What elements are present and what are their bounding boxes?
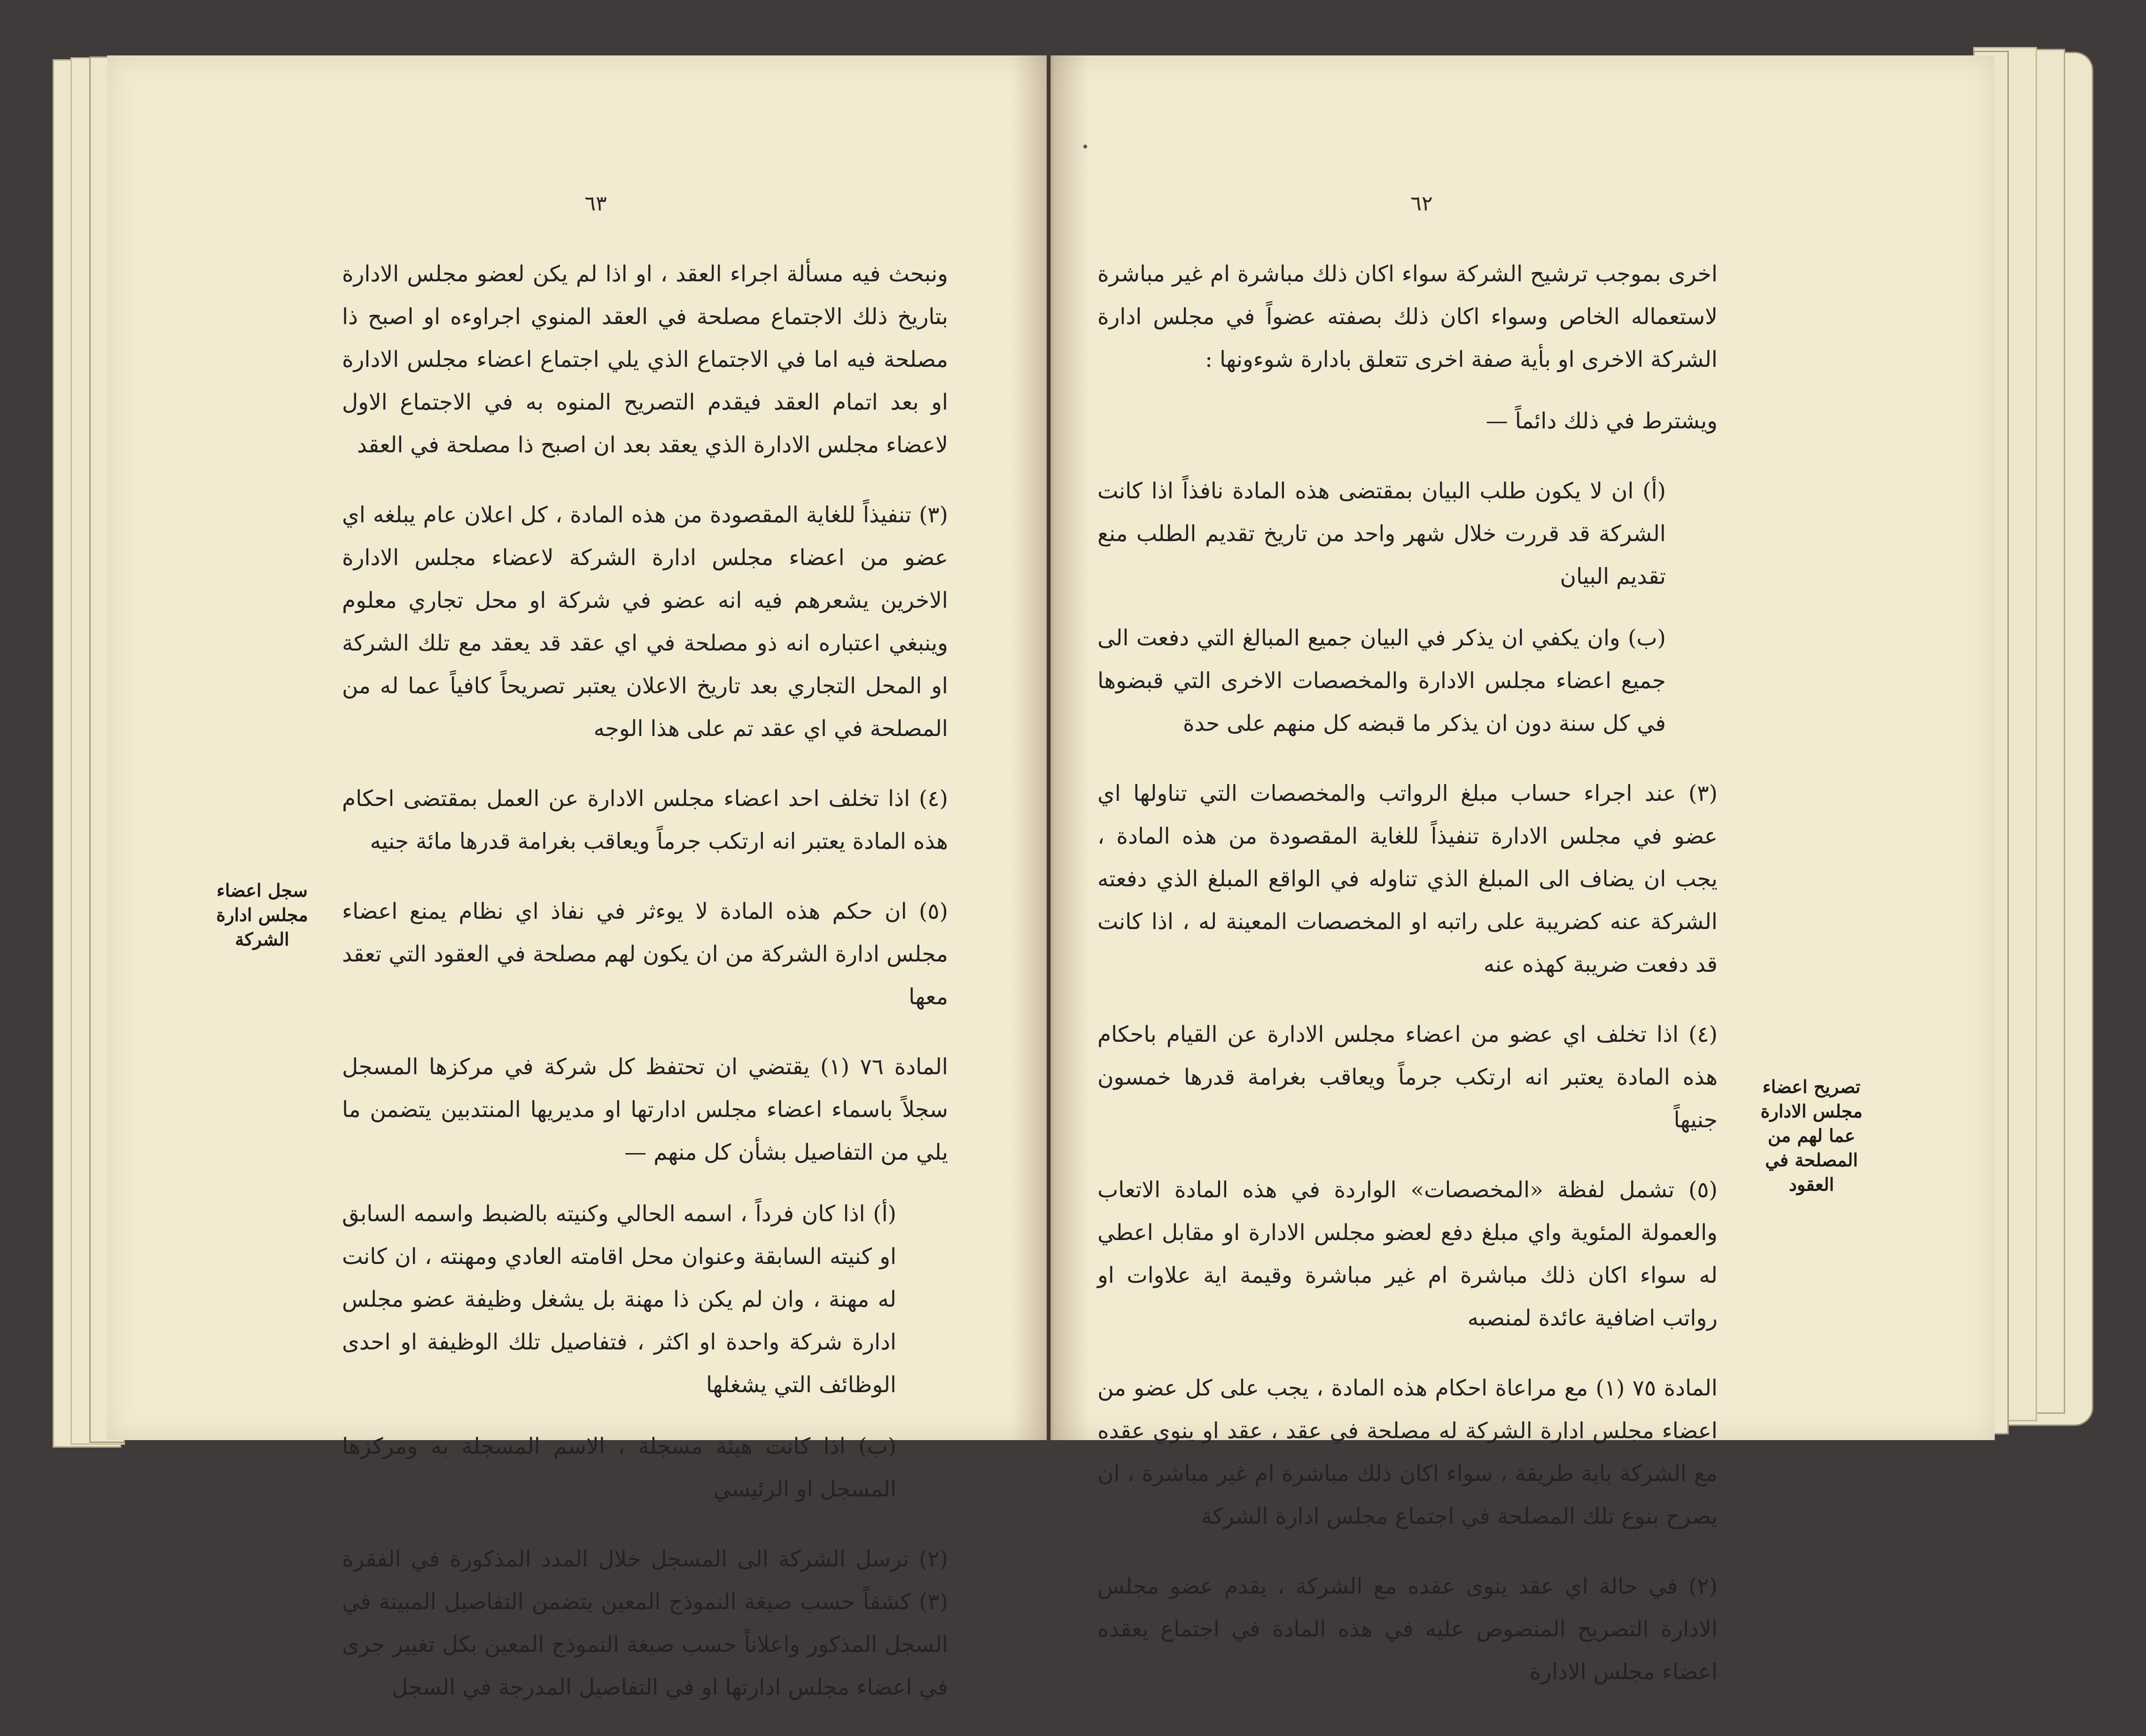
left-page (107, 55, 1047, 1700)
article-76-paragraph: المادة ٧٦ (١) يقتضي ان تحتفظ كل شركة في مركزها المسجل سجلاً باسماء اعضاء مجلس ادارتها او مديريها المنتدبين يتضمن ما يلي من التفاصيل بشأن كل منهم — (342, 1054, 948, 1165)
right-page (1050, 55, 1995, 1685)
paragraph: (٣) تنفيذاً للغاية المقصودة من هذه المادة ، كل اعلان عام يبلغه اي عضو من اعضاء مجلس ادارة الشركة لاعضاء مجلس الادارة الاخرين يشعرهم فيه انه عضو في شركة او محل تجاري معلوم وينبغي اعتباره انه ذو مصلحة في اي عقد قد يعقد مع تلك الشركة او المحل التجاري بعد تاريخ الاعلان يعتبر تصريحاً كافياً عما له من المصلحة في اي عقد تم على هذا الوجه (342, 502, 948, 742)
paragraph: (٣) عند اجراء حساب مبلغ الرواتب والمخصصات التي تناولها اي عضو في مجلس الادارة تنفيذاً للغاية المقصودة من هذه المادة ، يجب ان يضاف الى المبلغ الذي تناوله في الواقع المبلغ الذي دفعته الشركة عنه كضريبة على راتبه او المخصصات المعينة له ، اذا كانت قد دفعت ضريبة كهذه عنه (1097, 781, 1718, 977)
paragraph: (٥) تشمل لفظة «المخصصات» الواردة في هذه المادة الاتعاب والعمولة المئوية واي مبلغ دفع لعضو مجلس الادارة او مقابل اعطي له سواء اكان ذلك مباشرة ام غير مباشرة وقيمة اية علاوات او رواتب اضافية عائدة لمنصبه (1097, 1177, 1718, 1331)
sub-item: (أ) اذا كان فرداً ، اسمه الحالي وكنيته بالضبط واسمه السابق او كنيته السابقة وعنوان محل اقامته العادي ومهنته ، ان كانت له مهنة ، وان لم يكن ذا مهنة بل يشغل وظيفة عضو مجلس ادارة شركة واحدة او اكثر ، فتفاصيل تلك الوظيفة او احدى الوظائف التي يشغلها (342, 1201, 896, 1398)
paragraph: (٥) ان حكم هذه المادة لا يوءثر في نفاذ اي نظام يمنع اعضاء مجلس ادارة الشركة من ان يكون لهم مصلحة في العقود التي تعقد معها (342, 899, 948, 1010)
page-number: ٦٣ (584, 192, 607, 216)
paragraph: ويشترط في ذلك دائماً — (1485, 408, 1718, 434)
sub-item: (أ) ان لا يكون طلب البيان بمقتضى هذه المادة نافذاً اذا كانت الشركة قد قررت خلال شهر واحد من تاريخ تقديم الطلب منع تقديم البيان (1097, 478, 1666, 589)
paragraph: (٢) ترسل الشركة الى المسجل خلال المدد المذكورة في الفقرة (٣) كشفاً حسب صيغة النموذج المعين يتضمن التفاصيل المبينة في السجل المذكور واعلاناً حسب صيغة النموذج المعين بكل تغيير جرى في اعضاء مجلس ادارتها او في التفاصيل المدرجة في السجل (342, 1546, 948, 1700)
margin-note: تصريح اعضاء مجلس الادارة عما لهم من المصلحة في العقود (1760, 1076, 1863, 1195)
sub-item: (ب) وان يكفي ان يذكر في البيان جميع المبالغ التي دفعت الى جميع اعضاء مجلس الادارة والمخصصات الاخرى التي قبضوها في كل سنة دون ان يذكر ما قبضه كل منهم على حدة (1097, 625, 1666, 736)
sub-item: (ب) اذا كانت هيئة مسجلة ، الاسم المسجلة به ومركزها المسجل او الرئيسي (342, 1434, 896, 1502)
paragraph: ونبحث فيه مسألة اجراء العقد ، او اذا لم يكن لعضو مجلس الادارة بتاريخ ذلك الاجتماع مصلحة في العقد المنوي اجراوءه او اصبح ذا مصلحة فيه اما في الاجتماع الذي يلي اجتماع اعضاء مجلس الادارة او بعد اتمام العقد فيقدم التصريح المنوه به في الاجتماع الاول لاعضاء مجلس الادارة الذي يعقد بعد ان اصبح ذا مصلحة في العقد (342, 261, 948, 458)
page-number: ٦٢ (1410, 192, 1433, 216)
right-page-body (1097, 253, 1718, 1720)
paragraph: (٤) اذا تخلف احد اعضاء مجلس الادارة عن العمل بمقتضى احكام هذه المادة يعتبر انه ارتكب جرماً ويعاقب بغرامة قدرها مائة جنيه (342, 786, 948, 854)
paragraph: (٢) في حالة اي عقد ينوى عقده مع الشركة ، يقدم عضو مجلس الادارة التصريح المنصوص عليه في هذه المادة في اجتماع يعقده اعضاء مجلس الادارة (1097, 1573, 1718, 1685)
book-gutter (1010, 55, 1090, 1440)
margin-note: سجل اعضاء مجلس ادارة الشركة (216, 880, 308, 950)
paragraph: اخرى بموجب ترشيح الشركة سواء اكان ذلك مباشرة ام غير مباشرة لاستعماله الخاص وسواء اكان ذلك بصفته عضواً في مجلس ادارة الشركة الاخرى او بأية صفة اخرى تتعلق بادارة شوءونها : (1097, 261, 1718, 372)
left-page-body (342, 253, 948, 1736)
paragraph: (٤) اذا تخلف اي عضو من اعضاء مجلس الادارة عن القيام باحكام هذه المادة يعتبر انه ارتكب جرماً ويعاقب بغرامة قدرها خمسون جنيهاً (1097, 1022, 1718, 1133)
article-75-paragraph: المادة ٧٥ (١) مع مراعاة احكام هذه المادة ، يجب على كل عضو من اعضاء مجلس ادارة الشركة له مصلحة في عقد ، عقد او ينوي عقده مع الشركة باية طريقة ، سواء اكان ذلك مباشرة ام غير مباشرة ، ان يصرح بنوع تلك المصلحة في اجتماع مجلس ادارة الشركة (1097, 1375, 1718, 1529)
